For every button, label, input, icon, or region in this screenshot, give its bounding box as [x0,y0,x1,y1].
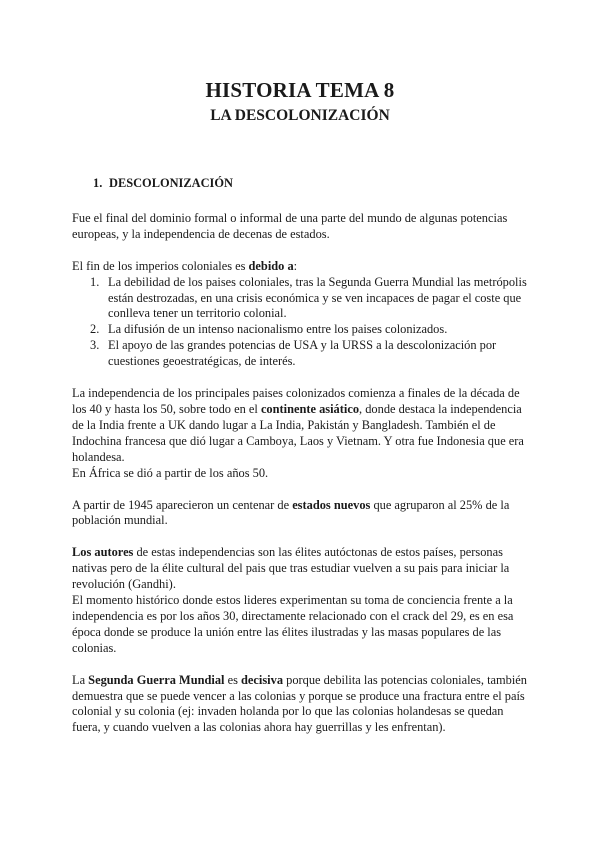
page-title: HISTORIA TEMA 8 [205,78,395,102]
list-item [72,322,532,338]
text: porque debilita las potencias coloniales, también demuestra que se puede vencer a las colonias y porque se produce una fractura entre el país colonial y su colonia (ej: invaden holanda por lo que las colonias holandesas se quedan fuera, y cuando vuelven a las colonias ahora hay guerrillas y les enfrentan). [72,672,527,735]
paragraph-1: Fue el final del dominio formal o informal de una parte del mundo de algunas potencias europeas, y la independencia de decenas de estados. [72,210,508,241]
paragraph-6 [72,673,532,737]
bold-text: Los autores [72,545,134,560]
paragraph-2 [72,259,532,275]
list-number: 3. [90,338,100,353]
text: La [72,672,89,687]
list-text: La debilidad de los paises coloniales, tras la Segunda Guerra Mundial las metrópolis están destrozadas, en una crisis económica y se ven incapaces de pagar el coste que conlleva tener un territorio colonial. [108,274,527,321]
section-number: 1. [93,176,103,190]
paragraph-5-line-2: El momento histórico donde estos lideres experimentan su toma de conciencia frente a la independencia es por los años 30, directamente relacionado con el crack del 29, es en esa época donde se produce la unión entre las élites ilustradas y las masas populares de las colonias. [72,593,514,655]
section-heading [93,176,532,192]
page-subtitle: LA DESCOLONIZACIÓN [210,107,390,124]
causes-list [72,275,532,370]
text: , donde destaca la independencia de la India frente a UK dando lugar a La India, Pakistán y Bangladesh. También el de Indochina francesa que dió lugar a Camboya, Laos y Vietnam. Y otra fue Indonesia que era holandesa. [72,401,524,464]
paragraph-5 [72,545,532,593]
bold-text: continente asiático [260,401,360,416]
list-number: 2. [90,322,100,337]
text: : [293,258,298,273]
bold-text: decisiva [241,672,284,687]
section-title: DESCOLONIZACIÓN [109,176,233,190]
paragraph-3 [72,386,532,466]
list-number: 1. [90,274,100,289]
list-text: La difusión de un intenso nacionalismo entre los paises colonizados. [108,322,448,337]
text: es [224,672,242,687]
bold-text: Segunda Guerra Mundial [88,672,225,687]
paragraph-3-line-2: En África se dió a partir de los años 50. [72,465,269,480]
bold-text: estados nuevos [292,497,371,512]
text: El fin de los imperios coloniales es [72,258,249,273]
text: de estas independencias son las élites autóctonas de estos países, personas nativas pero de la élite cultural del pais que tras estudiar vuelven a su pais para iniciar la revolución (Gandhi). [72,545,510,592]
text: A partir de 1945 aparecieron un centenar de [72,497,293,512]
document-body [72,176,532,752]
bold-text: debido a [248,258,294,273]
paragraph-4 [72,498,532,530]
list-text: El apoyo de las grandes potencias de USA y la URSS a la descolonización por cuestiones geoestratégicas, de interés. [108,338,497,369]
text: La independencia de los principales paises colonizados comienza a finales de la década de los 40 y hasta los 50, sobre todo en el [72,386,520,416]
text: que agruparon al 25% de la población mundial. [72,497,510,528]
list-item [72,275,532,323]
list-item [72,338,532,370]
